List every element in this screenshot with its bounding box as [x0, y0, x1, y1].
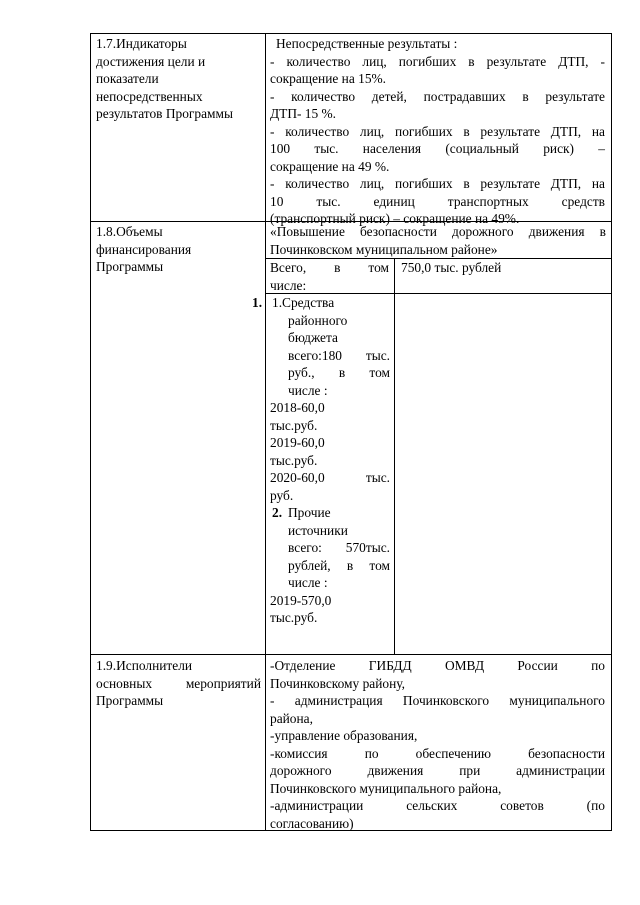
row-17-content — [270, 35, 605, 228]
content-line: - администрация Починковского муниципального — [270, 693, 605, 708]
label-line: Программы — [96, 259, 164, 274]
content-line: согласованию) — [270, 815, 354, 831]
total-value: 750,0 тыс. рублей — [401, 260, 502, 275]
funding-item-2 — [270, 504, 390, 522]
funding-details — [270, 294, 390, 627]
funding-line: тыс.руб. — [270, 610, 318, 625]
row-19-label — [96, 657, 261, 710]
funding-line: числе : — [288, 382, 328, 398]
label-line: 1.8.Объемы — [96, 224, 163, 239]
funding-line: 2019-570,0 — [270, 592, 332, 608]
funding-line: 2018-60,0 — [270, 400, 325, 415]
label-line: результатов Программы — [96, 106, 233, 121]
content-line: ДТП- 15 %. — [270, 106, 337, 121]
total-label-line: числе: — [270, 277, 307, 293]
table-border-top — [90, 33, 612, 34]
funding-line: районного — [288, 312, 348, 328]
funding-line: 2019-60,0 — [270, 435, 325, 450]
label-line: показатели — [96, 71, 159, 86]
funding-line: 1.Средства — [272, 295, 335, 310]
content-line: 10 тыс. единиц транспортных средств — [270, 193, 605, 209]
funding-line: источники — [288, 522, 348, 538]
table-border-right — [611, 33, 612, 831]
content-line: - количество лиц, погибших в результате ДТП, - — [270, 53, 605, 69]
content-line: 100 тыс. населения (социальный риск) – — [270, 141, 605, 156]
content-line: -управление образования, — [270, 728, 418, 743]
content-line: - количество лиц, погибших в результате ДТП, на — [270, 176, 605, 191]
content-line: -администрации сельских советов (по — [270, 798, 605, 813]
funding-line: тыс.руб. — [270, 452, 318, 468]
list-marker-2: 2. — [272, 505, 283, 520]
label-line — [96, 53, 253, 71]
funding-line: числе : — [288, 575, 328, 590]
content-line: -комиссия по обеспечению безопасности — [270, 745, 605, 761]
inner-divider-vertical — [394, 258, 395, 654]
funding-line: всего: 570тыс. — [288, 540, 390, 555]
content-line: - количество лиц, погибших в результате ДТП, на — [270, 123, 605, 139]
list-marker-1: 1. — [252, 295, 263, 310]
program-title-line: Починковском муниципальном районе» — [270, 241, 498, 257]
content-line: дорожного движения при администрации — [270, 763, 605, 778]
label-line: Программы — [96, 693, 164, 708]
content-line: Починковскому району, — [270, 675, 405, 691]
total-label — [270, 259, 389, 294]
funding-line: тыс.руб. — [270, 417, 318, 433]
label-word: достижения цели и — [96, 53, 206, 69]
label-line: основных мероприятий — [96, 675, 261, 691]
content-line: Непосредственные результаты : — [276, 36, 458, 51]
label-line: непосредственных — [96, 88, 203, 104]
funding-line: рублей, в том — [288, 557, 390, 573]
column-divider — [265, 33, 266, 831]
funding-line: руб., в том — [288, 365, 390, 380]
table-border-left — [90, 33, 91, 831]
total-label-line: Всего, в том — [270, 260, 389, 275]
content-line: района, — [270, 710, 313, 726]
funding-line: всего:180 тыс. — [288, 347, 390, 363]
content-line: (транспортный риск) – сокращение на 49%. — [270, 211, 520, 226]
row-19-content — [270, 657, 605, 832]
row-divider-18-19 — [90, 654, 612, 655]
program-title-line: «Повышение безопасности дорожного движения в — [270, 224, 606, 239]
label-line: финансирования — [96, 241, 192, 257]
funding-line: Прочие — [288, 505, 331, 520]
row-17-label — [96, 35, 261, 123]
funding-line: бюджета — [288, 330, 338, 345]
content-line: -Отделение ГИБДД ОМВД России по — [270, 658, 605, 673]
program-title — [270, 223, 606, 258]
label-line: 1.7.Индикаторы — [96, 36, 187, 51]
funding-line: руб. — [270, 487, 294, 503]
content-line: сокращение на 49 %. — [270, 158, 390, 174]
funding-line: 2020-60,0 тыс. — [270, 470, 390, 485]
content-line: сокращение на 15%. — [270, 71, 387, 86]
content-line: - количество детей, пострадавших в результате — [270, 88, 605, 104]
row-18-label — [96, 223, 261, 276]
content-line: Починковского муниципального района, — [270, 780, 502, 796]
label-line: 1.9.Исполнители — [96, 658, 193, 673]
